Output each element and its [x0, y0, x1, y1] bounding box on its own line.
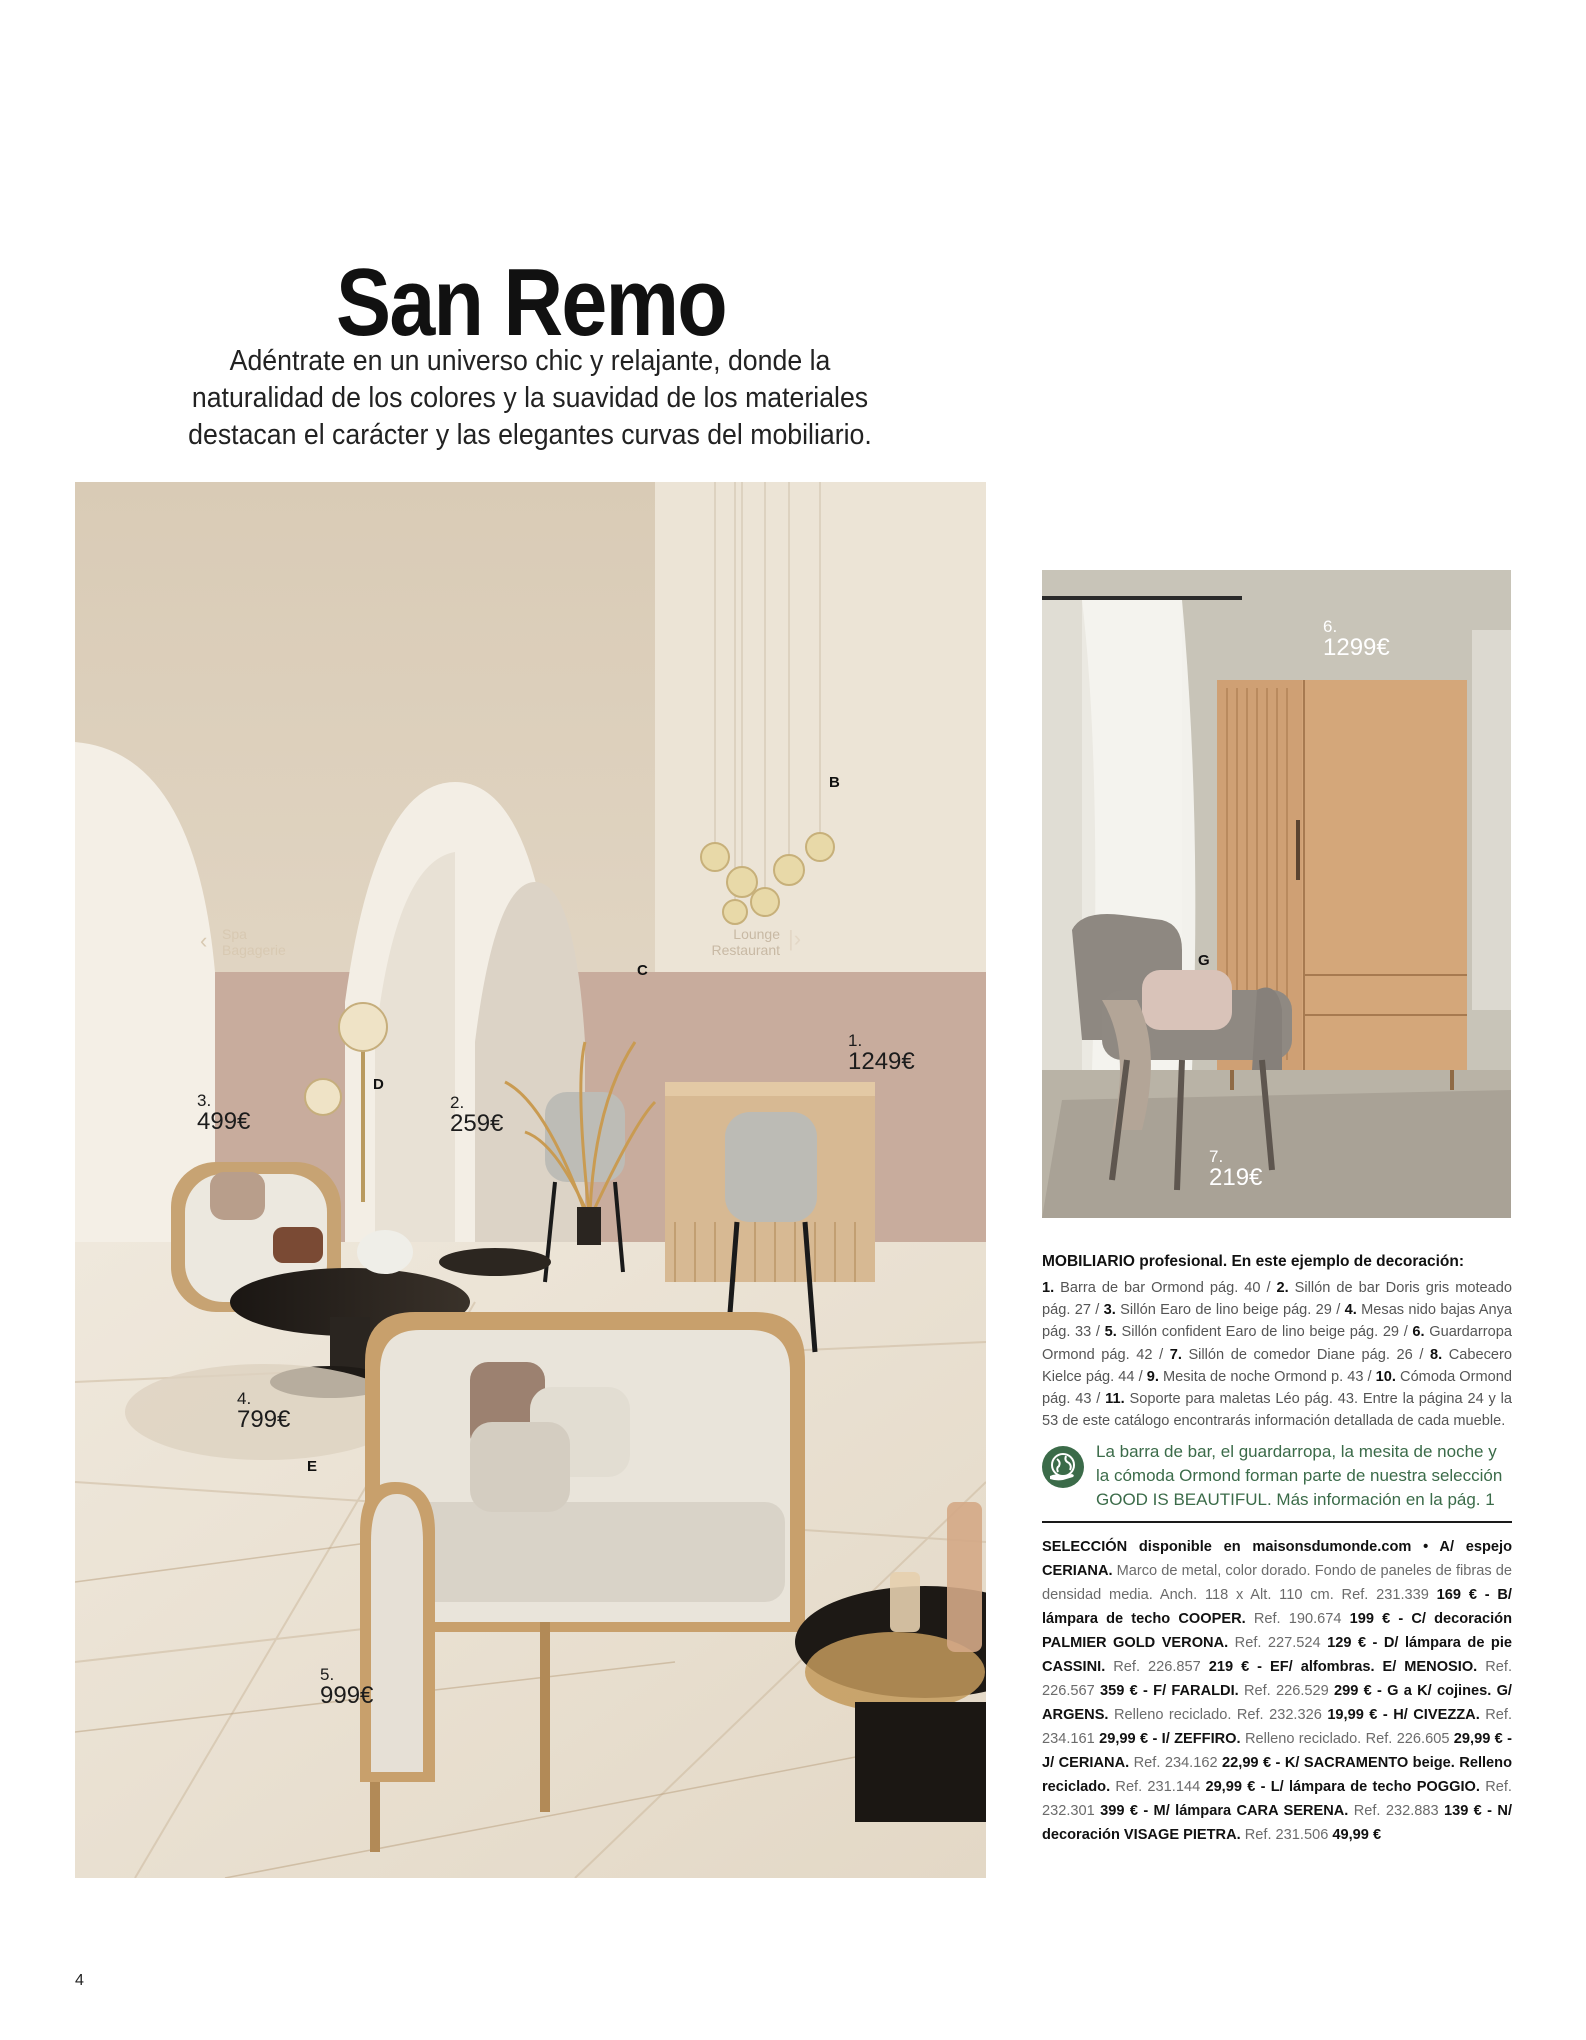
spa-sign-line2: Bagagerie: [222, 942, 286, 958]
page-title: San Remo: [336, 249, 726, 356]
item-text: Cómoda Ormond pág. 43 /: [1042, 1368, 1512, 1408]
sel-bold: 29,99 € - I/ ZEFFIRO.: [1099, 1731, 1241, 1747]
wardrobe-photo: [1042, 570, 1511, 1218]
sel-text: Ref. 190.674: [1245, 1611, 1350, 1627]
item-number: 2.: [1276, 1280, 1289, 1296]
item-number: 5.: [1104, 1324, 1117, 1341]
price-tag-4: [237, 1390, 290, 1432]
page-subtitle: Adéntrate en un universo chic y relajante, donde la naturalidad de los colores y la suavidad de los materiales destacan el carácter y las elegantes curvas del mobiliario.: [188, 345, 872, 451]
price-value: 799€: [237, 1406, 291, 1433]
sel-text: Ref. 232.883: [1348, 1803, 1444, 1819]
item-number: 8.: [1429, 1346, 1443, 1363]
price-tag-number: 1.: [848, 1031, 863, 1050]
price-tag-6: [1323, 618, 1390, 660]
sel-text: Ref. 231.506: [1240, 1827, 1333, 1843]
item-text: Barra de bar Ormond pág. 40 /: [1054, 1280, 1277, 1296]
marker-d: D: [373, 1076, 384, 1093]
svg-text:‹: ‹: [200, 928, 208, 953]
price-tag-number: 2.: [450, 1093, 465, 1112]
good-is-beautiful-note: [1042, 1440, 1512, 1520]
item-number: 6.: [1412, 1324, 1425, 1341]
seleccion-list: [1042, 1535, 1512, 1847]
sel-bold: 29,99 € - J/ CERIANA.: [1042, 1731, 1512, 1771]
svg-text:|›: |›: [788, 926, 802, 951]
price-value: 499€: [197, 1108, 251, 1135]
sel-bold: 29,99 € - L/ lámpara de techo POGGIO.: [1205, 1779, 1480, 1795]
price-value: 999€: [320, 1682, 374, 1709]
sel-text: Ref. 227.524: [1228, 1635, 1328, 1651]
sel-bold: 199 € - C/ decoración PALMIER GOLD VERONA.: [1042, 1611, 1512, 1651]
sel-bold: 299 € - G a K/ cojines. G/ ARGENS.: [1042, 1683, 1512, 1723]
sel-bold: 19,99 € - H/ CIVEZZA.: [1327, 1707, 1480, 1723]
sel-bold: SELECCIÓN disponible en maisonsdumonde.com •: [1042, 1539, 1440, 1555]
price-tag-number: 4.: [237, 1389, 252, 1408]
mobiliario-heading: MOBILIARIO profesional. En este ejemplo de decoración:: [1042, 1253, 1465, 1270]
sel-bold: 139 € - N/ decoración VISAGE PIETRA.: [1042, 1803, 1512, 1843]
price-value: 219€: [1209, 1164, 1263, 1191]
price-tag-3: [197, 1092, 250, 1134]
sel-bold: 219 € - EF/ alfombras. E/ MENOSIO.: [1208, 1659, 1478, 1675]
item-text: Mesas nido bajas Anya pág. 33 /: [1042, 1302, 1513, 1341]
sel-bold: 399 € - M/ lámpara CARA SERENA.: [1100, 1803, 1349, 1819]
item-text: Cabecero Kielce pág. 44 /: [1042, 1346, 1512, 1385]
item-text: Sillón de bar Doris gris moteado pág. 27 /: [1042, 1280, 1513, 1319]
item-text: Guardarropa Ormond pág. 42 /: [1042, 1324, 1512, 1363]
price-tag-7: [1209, 1148, 1262, 1190]
price-tag-number: 5.: [320, 1665, 335, 1684]
mobiliario-list: [1042, 1277, 1512, 1432]
sel-bold: 49,99 €: [1332, 1827, 1382, 1843]
lounge-sign: [680, 926, 780, 958]
item-number: 3.: [1103, 1302, 1116, 1319]
sel-bold: 169 € - B/ lámpara de techo COOPER.: [1042, 1587, 1512, 1627]
item-text: Sillón confident Earo de lino beige pág. 29 /: [1116, 1324, 1413, 1341]
price-tag-number: 7.: [1209, 1147, 1224, 1166]
sel-text: Marco de metal, color dorado. Fondo de paneles de fibras de densidad media. Anch. 118 x Alt. 110 cm. Ref. 231.339: [1042, 1563, 1512, 1603]
item-number: 11.: [1105, 1391, 1125, 1408]
price-tag-2: [450, 1094, 503, 1136]
spa-sign: [222, 926, 286, 958]
price-tag-number: 6.: [1323, 617, 1338, 636]
sel-bold: 359 € - F/ FARALDI.: [1100, 1683, 1239, 1699]
item-number: 9.: [1146, 1368, 1159, 1385]
sel-text: Relleno reciclado. Ref. 232.326: [1108, 1707, 1328, 1723]
globe-hand-icon: [1042, 1446, 1084, 1488]
good-is-beautiful-text: La barra de bar, el guardarropa, la mesita de noche y la cómoda Ormond forman parte de nuestra selección GOOD IS BEAUTIFUL. Más información en la pág. 1: [1096, 1442, 1503, 1509]
item-number: 10.: [1375, 1368, 1396, 1385]
sel-text: Ref. 234.161: [1042, 1707, 1512, 1747]
sel-text: Ref. 232.301: [1042, 1779, 1512, 1819]
item-text: Sillón de comedor Diane pág. 26 /: [1181, 1346, 1430, 1363]
marker-g: G: [1198, 952, 1210, 969]
lounge-sign-line2: Restaurant: [711, 942, 780, 958]
main-lobby-photo: [75, 482, 986, 1878]
item-number: 1.: [1042, 1280, 1055, 1296]
sel-bold: 22,99 € - K/ SACRAMENTO beige. Relleno reciclado.: [1042, 1755, 1513, 1795]
sel-text: Ref. 226.529: [1238, 1683, 1334, 1699]
marker-b: B: [829, 774, 840, 791]
marker-c: C: [637, 962, 648, 979]
marker-e: E: [307, 1458, 318, 1475]
wardrobe-illustration: [1042, 570, 1511, 1218]
lobby-illustration: [75, 482, 986, 1878]
spa-sign-line1: Spa: [222, 926, 247, 942]
sel-text: Ref. 234.162: [1129, 1755, 1223, 1771]
price-tag-1: [848, 1032, 915, 1074]
sel-text: Ref. 231.144: [1110, 1779, 1206, 1795]
sel-bold: 129 € - D/ lámpara de pie CASSINI.: [1042, 1635, 1512, 1675]
price-tag-5: [320, 1666, 373, 1708]
item-number: 4.: [1344, 1302, 1357, 1319]
price-value: 1249€: [848, 1048, 915, 1075]
page-number: 4: [75, 1972, 84, 1989]
item-text: Mesita de noche Ormond p. 43 /: [1158, 1368, 1376, 1385]
item-text: Sillón Earo de lino beige pág. 29 /: [1115, 1302, 1345, 1319]
sel-bold: A/ espejo CERIANA.: [1042, 1539, 1512, 1579]
sel-text: Ref. 226.857: [1105, 1659, 1209, 1675]
sel-text: Ref. 226.567: [1042, 1659, 1512, 1699]
price-tag-number: 3.: [197, 1091, 212, 1110]
price-value: 1299€: [1323, 634, 1390, 661]
item-text: Soporte para maletas Léo pág. 43. Entre la página 24 y la 53 de este catálogo encontrarás información detallada de cada mueble.: [1042, 1391, 1512, 1430]
sel-text: Relleno reciclado. Ref. 226.605: [1240, 1731, 1454, 1747]
item-number: 7.: [1169, 1346, 1182, 1363]
price-value: 259€: [450, 1110, 504, 1137]
lounge-sign-line1: Lounge: [733, 926, 780, 942]
section-divider: [1042, 1521, 1512, 1523]
